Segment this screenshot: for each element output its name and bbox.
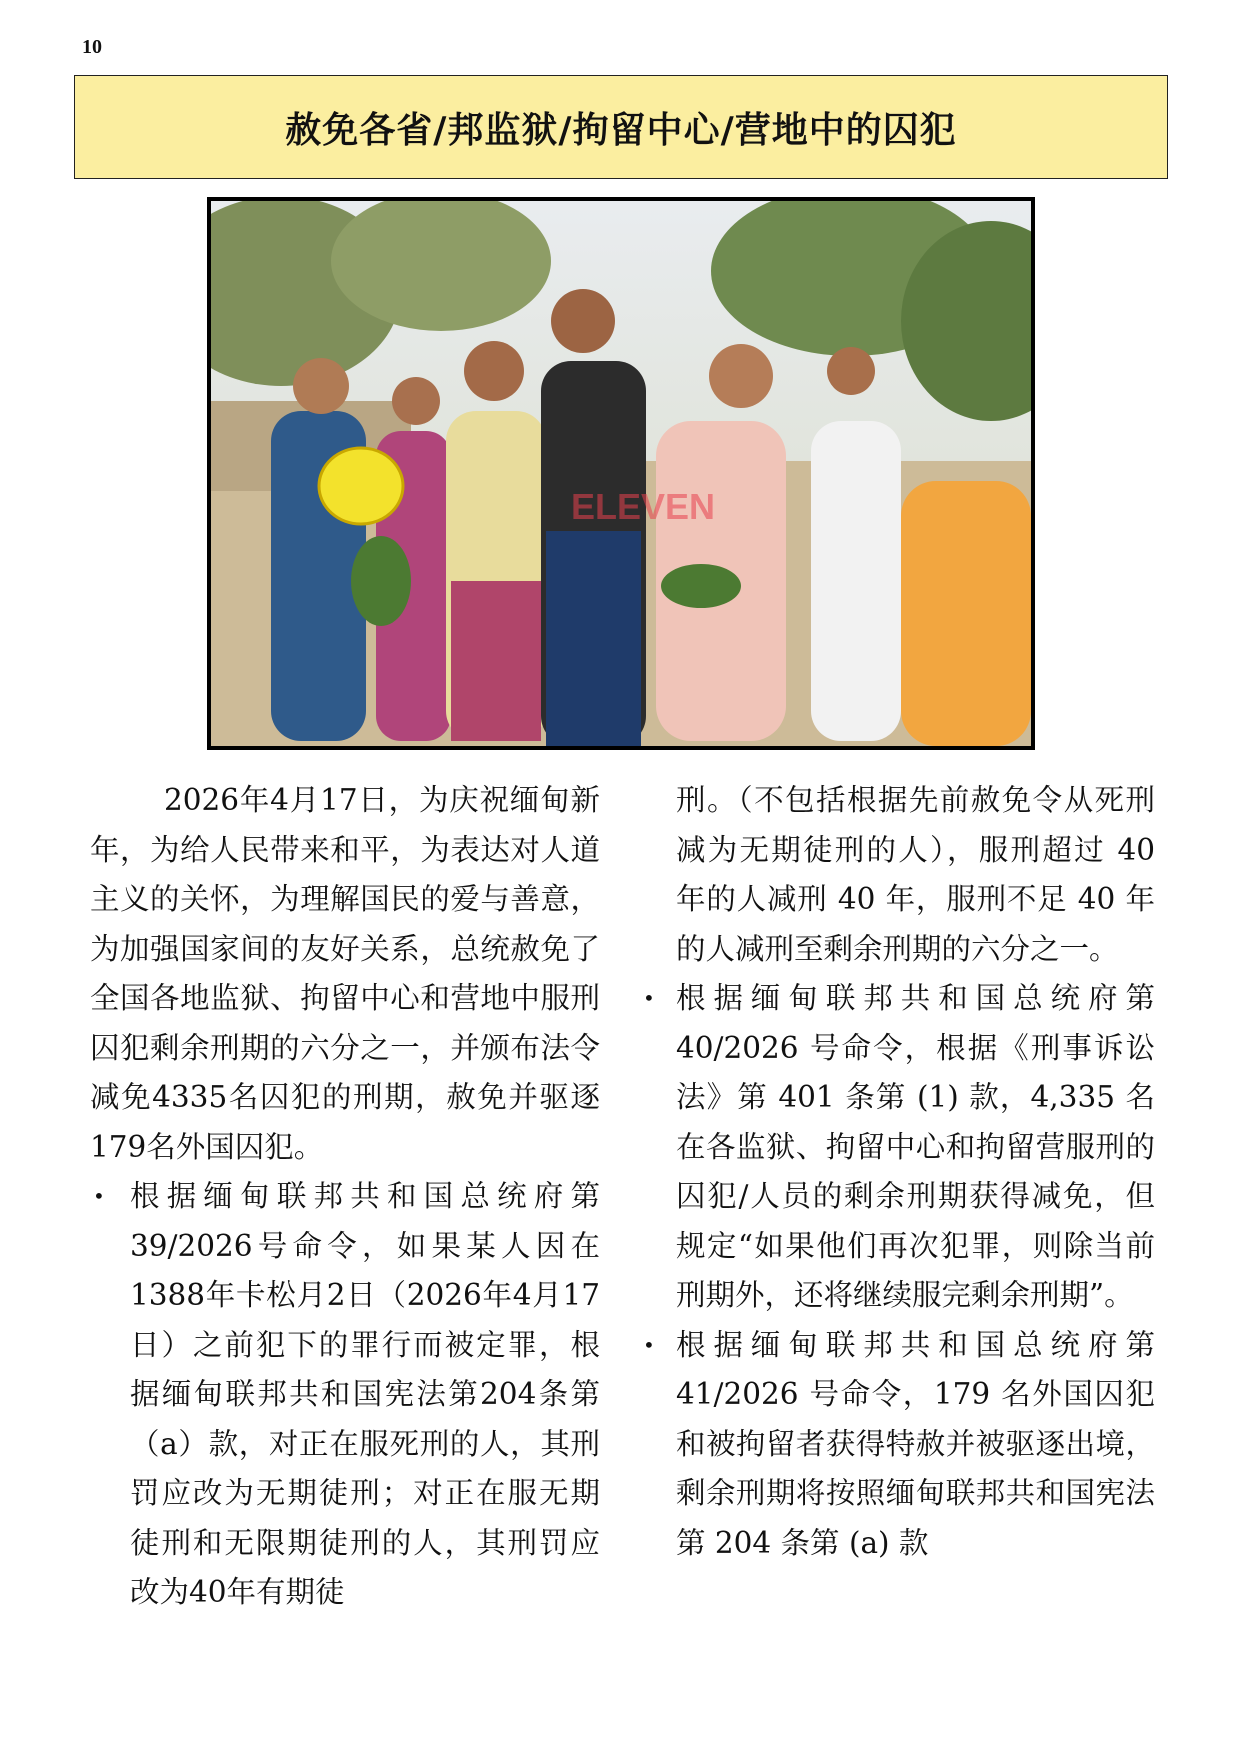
- bullet-2-text: 根据缅甸联邦共和国总统府第40/2026 号命令，根据《刑事诉讼法》第 401 条第 (1) 款，4,335 名在各监狱、拘留中心和拘留营服刑的囚犯/人员的剩余刑期获得减免，但规定“如果他们再次犯罪，则除当前刑期外，还将继续服完剩余刑期”。: [676, 981, 1155, 1312]
- page-number: 10: [82, 36, 102, 58]
- bullet-1-text-part1: 根据缅甸联邦共和国总统府第39/2026号命令，如果某人因在1388年卡松月2日（2026年4月17日）之前犯下的罪行而被定罪，根据缅甸联邦共和国宪法第204条第（a）款，对正在服死刑的人，其刑罚应改为无期徒刑；对正在服无期徒刑和无限期徒刑的人，其刑罚应改为40年有期徒: [130, 1179, 600, 1609]
- title-banner: [74, 75, 1168, 179]
- page-title: 赦免各省/邦监狱/拘留中心/营地中的囚犯: [285, 109, 957, 151]
- photo-watermark: ELEVEN: [571, 486, 716, 527]
- photo-illustration: [211, 201, 1031, 746]
- list-item: [90, 1172, 600, 1618]
- bullet-list-left: [90, 1172, 600, 1618]
- bullet-1-text-part2: 刑。（不包括根据先前赦免令从死刑减为无期徒刑的人），服刑超过 40 年的人减刑 40 年，服刑不足 40 年的人减刑至剩余刑期的六分之一。: [676, 783, 1155, 966]
- bullet-dot-icon: •: [93, 1184, 105, 1208]
- list-item: [640, 1321, 1155, 1569]
- news-photo: [207, 197, 1035, 750]
- bullet-dot-icon: •: [643, 986, 655, 1010]
- bullet-list-right: [640, 974, 1155, 1568]
- bullet-dot-icon: •: [643, 1332, 655, 1357]
- intro-paragraph: 2026年4月17日，为庆祝缅甸新年，为给人民带来和平，为表达对人道主义的关怀，为理解国民的爱与善意，为加强国家间的友好关系，总统赦免了全国各地监狱、拘留中心和营地中服刑囚犯剩余刑期的六分之一，并颁布法令减免4335名囚犯的刑期，赦免并驱逐179名外国囚犯。: [90, 783, 600, 1164]
- list-item: [640, 974, 1155, 1321]
- left-column: [90, 776, 600, 1618]
- right-column: [640, 776, 1155, 1568]
- bullet-3-text: 根据缅甸联邦共和国总统府第41/2026 号命令，179 名外国囚犯和被拘留者获得特赦并被驱逐出境，剩余刑期将按照缅甸联邦共和国宪法第 204 条第 (a) 款: [676, 1327, 1155, 1560]
